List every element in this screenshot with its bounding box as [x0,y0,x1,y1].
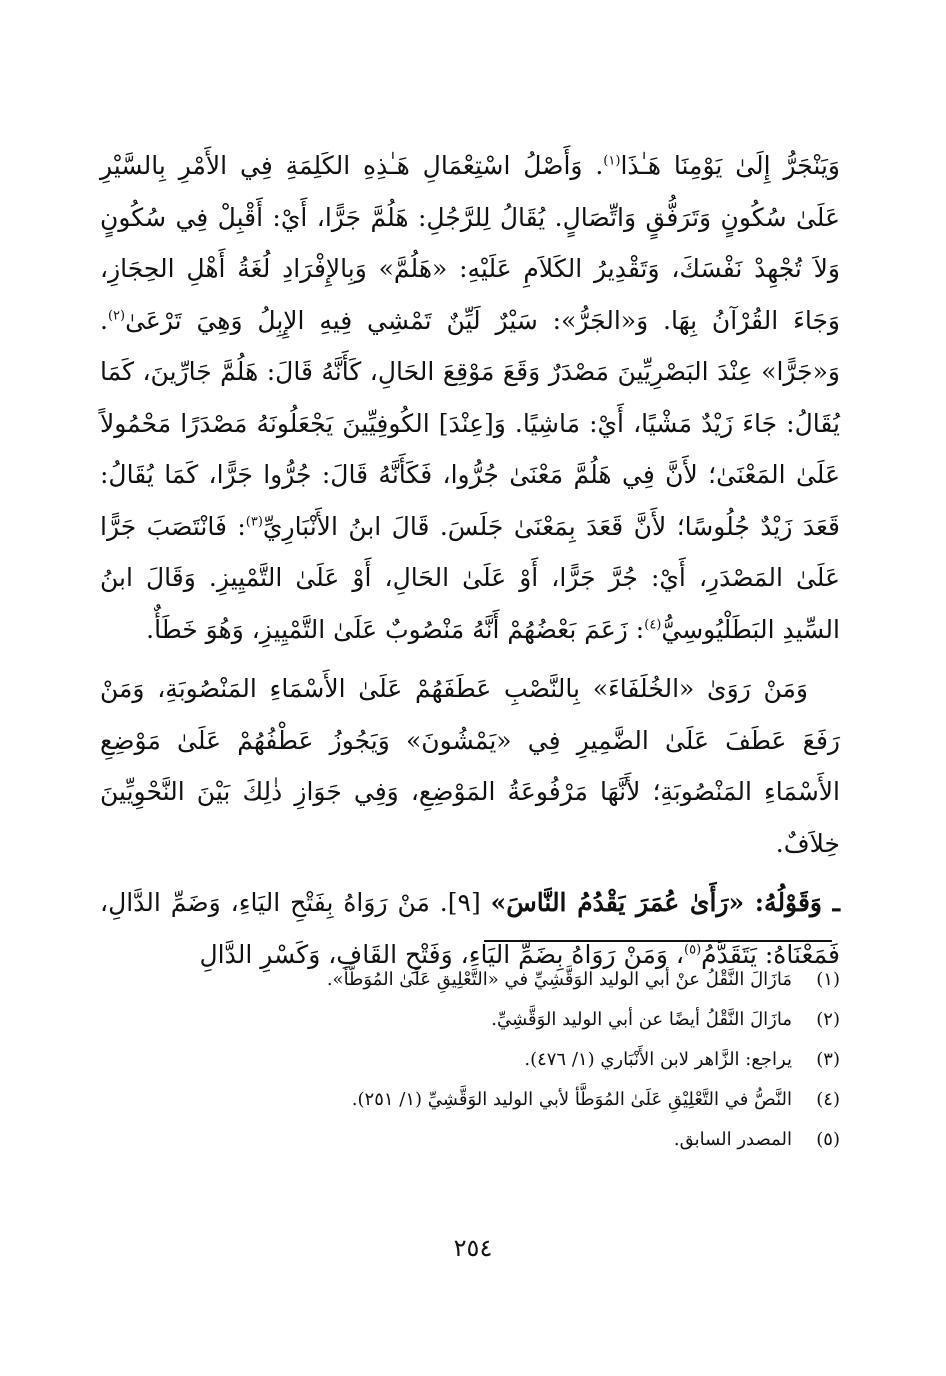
footnote-text: مازَالَ النَّقْلُ أيضًا عن أبي الوليد الوَقَّشِيِّ. [491,1009,792,1030]
footnote-number: (٤) [816,1089,840,1110]
footnote-4 [100,1080,840,1120]
paragraph-3-text-2: ، وَمَنْ رَوَاهُ بِضَمِّ اليَاءِ، وَفَتْحِ القَافِ، وَكَسْرِ الدَّالِ [199,939,685,969]
main-text [100,140,840,988]
paragraph-1-text-3: . وَ«جَرًّا» عِنْدَ البَصْرِيِّينَ مَصْدَرٌ وَقَعَ مَوْقِعَ الحَالِ، كَأَنَّهُ قَالَ: هَلُمَّ جَارِّينَ، كَمَا يُقَالُ: جَاءَ زَيْدٌ مَشْيًا، أَيْ: مَاشِيًا. وَ[عِنْدَ] الكُوفِيِّينَ يَجْعَلُونَهُ مَصْدَرًا مَحْمُولاً عَلَىٰ المَعْنَىٰ؛ لأَنَّ فِي هَلُمَّ مَعْنَىٰ جُرُّوا، فَكَأَنَّهُ قَالَ: جُرُّوا جَرًّا، كَمَا يُقَالُ: قَعَدَ زَيْدٌ جُلُوسًا؛ لأَنَّ قَعَدَ بِمَعْنَىٰ جَلَسَ. قَالَ ابنُ الأَنْبَارِيِّ [100,305,841,541]
footnote-ref-2[interactable]: (٢) [107,308,126,324]
footnote-divider [484,940,832,942]
paragraph-1 [100,140,840,655]
paragraph-3-lead: ـ وَقَوْلُهُ: «رَأَىٰ عُمَرَ يَقْدُمُ النَّاسَ» [490,888,841,917]
footnote-number: (٥) [816,1129,840,1150]
footnotes [100,960,840,1160]
footnote-ref-4[interactable]: (٤) [644,617,662,633]
footnote-number: (١) [816,969,840,990]
footnote-text: يراجع: الزَّاهر لابن الأَنْبَاري (١/ ٤٧٦). [524,1049,792,1070]
paragraph-1-text-1: وَيَنْجَرُّ إِلَىٰ يَوْمِنَا هَـٰذَا [620,151,840,180]
footnote-1 [100,960,840,1000]
footnote-5 [100,1120,840,1160]
paragraph-3-text-1: . مَنْ رَوَاهُ بِفَتْحِ اليَاءِ، وَضَمِّ الدَّالِ، فَمَعْنَاهُ: يَتَقَدَّمُ [100,888,840,969]
footnote-3 [100,1040,840,1080]
footnote-2 [100,1000,840,1040]
footnote-text: النَّصُّ في التَّعْلِيْقِ عَلَىٰ المُوَطَّأ لأبي الوليد الوَقَّشِيِّ (١/ ٢٥١). [351,1089,792,1110]
page-number: ٢٥٤ [453,1234,493,1262]
footnote-text: المصدر السابق. [673,1129,792,1150]
footnote-number: (٣) [816,1049,840,1070]
paragraph-1-text-4: : فَانْتَصَبَ جَرًّا عَلَىٰ المَصْدَرِ، أَيْ: جُرَّ جَرًّا، أَوْ عَلَىٰ الحَالِ، أَوْ عَلَىٰ التَّمْيِيزِ. وَقَالَ ابنُ السِّيدِ البَطَلْيُوسِيُّ [100,511,840,644]
paragraph-1-text-5: : زَعَمَ بَعْضُهُمْ أَنَّهُ مَنْصُوبٌ عَلَىٰ التَّمْيِيزِ، وَهُوَ خَطَأٌ. [146,614,645,644]
footnote-ref-5[interactable]: (٥) [684,942,702,958]
footnote-number: (٢) [816,1009,840,1030]
paragraph-1-text-2: . وَأَصْلُ اسْتِعْمَالِ هَـٰذِهِ الكَلِمَةِ فِي الأَمْرِ بِالسَّيْرِ عَلَىٰ سُكُونٍ وَتَرَفُّقٍ وَاتِّصَالٍ. يُقَالُ لِلرَّجُلِ: هَلُمَّ جَرًّا، أَيْ: أَقْبِلْ فِي سُكُونٍ وَلاَ تُجْهِدْ نَفْسَكَ، وَتَقْدِيرُ الكَلاَمِ عَلَيْهِ: «هَلُمَّ» وَبِالإِفْرَادِ لُغَةُ أَهْلِ الحِجَازِ، وَجَاءَ القُرْآنُ بِهَا. وَ«الجَرُّ»: سَيْرٌ لَيِّنٌ تَمْشِي فِيهِ الإِبِلُ وَهِيَ تَرْعَىٰ [100,151,840,335]
footnote-ref-3[interactable]: (٣) [245,514,263,530]
footnote-text: مَازَالَ النَّقْلُ عنْ أبي الوليد الوَقَّشِيِّ في «التَّعْلِيقِ عَلَىٰ المُوَطَّأ». [326,969,792,990]
hadith-reference: [٩] [447,888,491,917]
paragraph-2: وَمَنْ رَوَىٰ «الخُلَفَاءَ» بِالنَّصْبِ عَطَفَهُمْ عَلَىٰ الأَسْمَاءِ المَنْصُوبَةِ، وَمَنْ رَفَعَ عَطَفَ عَلَىٰ الضَّمِيرِ فِي «يَمْشُونَ» وَيَجُوزُ عَطْفُهُمْ عَلَىٰ مَوْضِعِ الأَسْمَاءِ المَنْصُوبَةِ؛ لأَنَّهَا مَرْفُوعَةُ المَوْضِعِ، وَفِي جَوَازِ ذٰلِكَ بَيْنَ النَّحْوِيِّينَ خِلاَفٌ. [100,674,840,858]
footnote-ref-1[interactable]: (١) [603,153,621,169]
